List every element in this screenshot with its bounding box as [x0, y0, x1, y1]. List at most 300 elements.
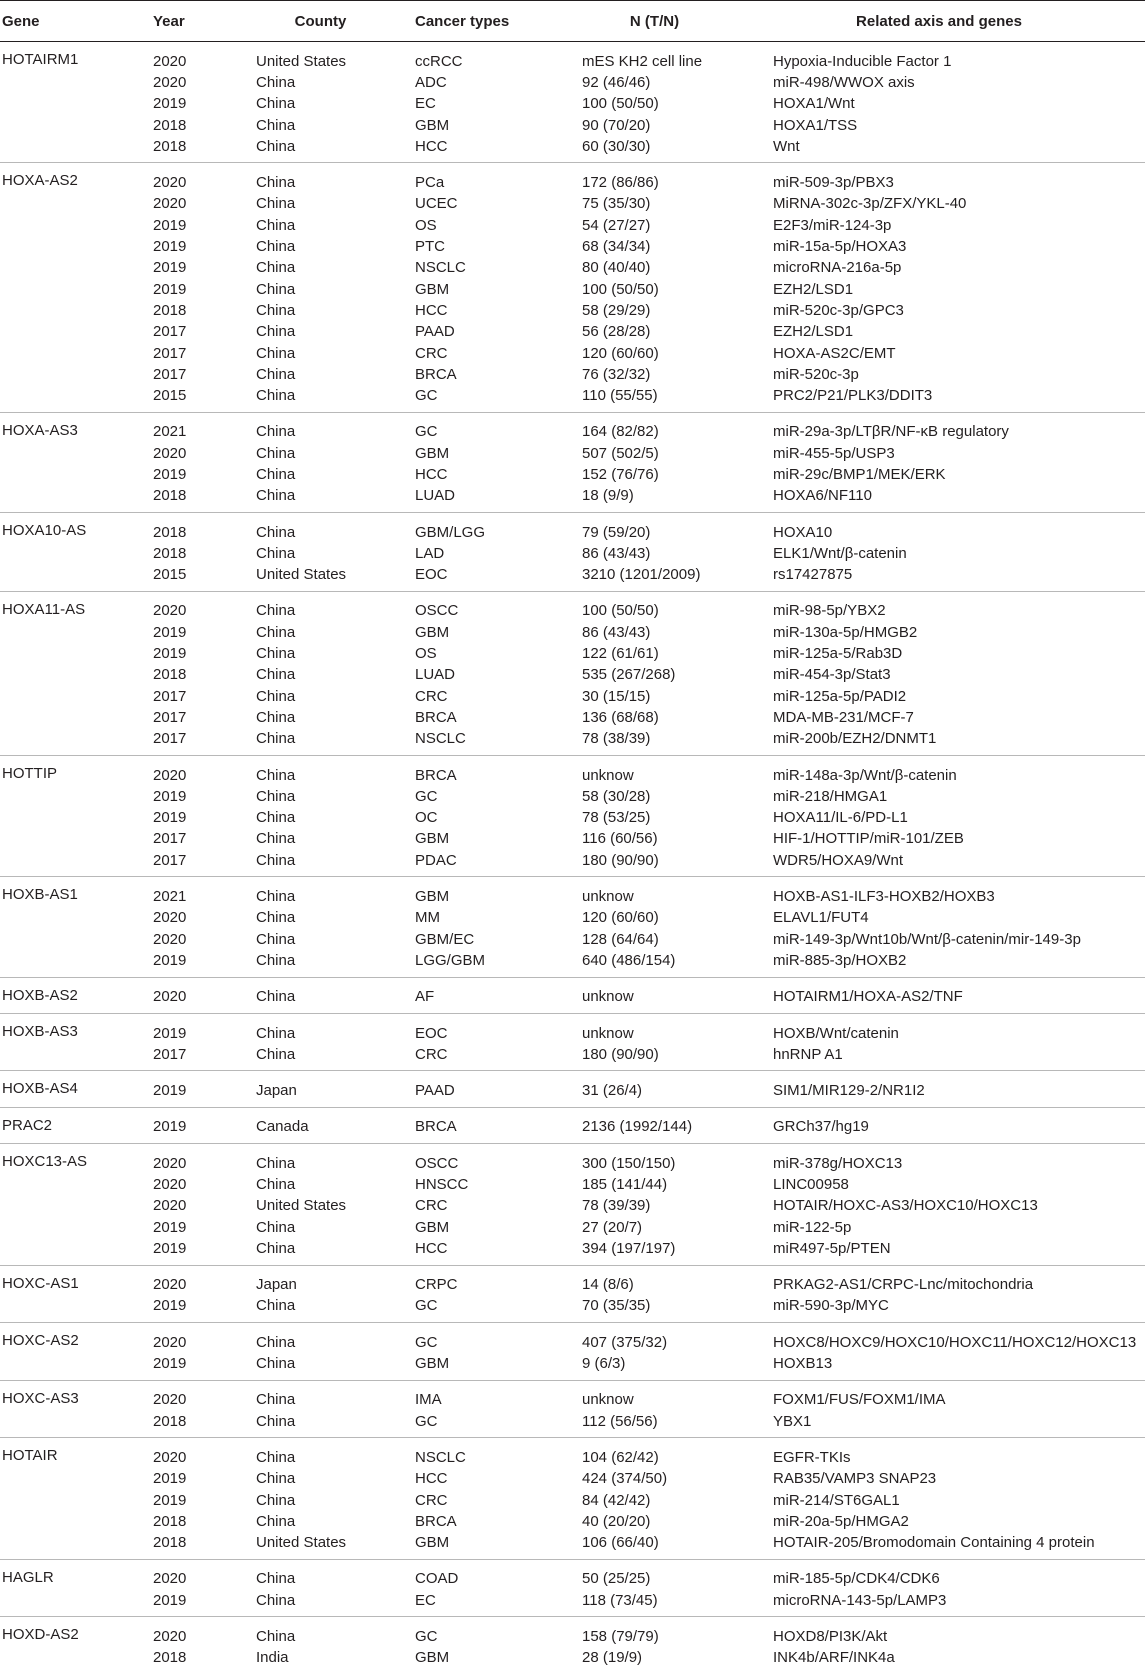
gene-cell [0, 850, 153, 877]
year-cell: 2017 [153, 687, 187, 705]
related-axis-cell: miR-455-5p/USP3 [773, 444, 895, 462]
cancer-type-cell: BRCA [415, 766, 457, 784]
table-row [0, 755, 1145, 786]
n-tn-cell: 70 (35/35) [582, 1297, 651, 1315]
gene-cell: HOXC-AS2 [2, 1332, 79, 1350]
n-tn-cell: 9 (6/3) [582, 1355, 626, 1373]
gene-cell [0, 464, 153, 485]
table-row [0, 829, 1145, 850]
cancer-type-cell: NSCLC [415, 1448, 466, 1466]
table-row [0, 1071, 1145, 1107]
n-tn-cell: 424 (374/50) [582, 1470, 668, 1488]
gene-cell [0, 279, 153, 300]
gene-cell [0, 786, 153, 807]
table-row [0, 1648, 1145, 1674]
county-cell: China [256, 465, 296, 483]
gene-cell [0, 543, 153, 564]
year-cell: 2018 [153, 137, 187, 155]
related-axis-cell: microRNA-143-5p/LAMP3 [773, 1591, 947, 1609]
year-cell: 2020 [153, 195, 187, 213]
n-tn-cell: 50 (25/25) [582, 1570, 651, 1588]
cancer-type-cell: GBM [415, 116, 450, 134]
county-cell: China [256, 787, 296, 805]
header-gene: Gene [0, 1, 153, 42]
related-axis-cell: LINC00958 [773, 1176, 849, 1193]
year-cell: 2018 [153, 544, 187, 562]
related-axis-cell: HOTAIR/HOXC-AS3/HOXC10/HOXC13 [773, 1197, 1038, 1215]
related-axis-cell: miR-20a-5p/HMGA2 [773, 1512, 909, 1530]
cancer-type-cell: EC [415, 95, 436, 113]
gene-group [0, 1107, 1145, 1143]
table-row [0, 643, 1145, 664]
table-row [0, 1411, 1145, 1438]
n-tn-cell: 86 (43/43) [582, 544, 651, 562]
year-cell: 2019 [153, 280, 187, 298]
gene-group [0, 591, 1145, 755]
year-cell: 2020 [153, 1628, 187, 1646]
gene-cell [0, 94, 153, 115]
gene-group [0, 1144, 1145, 1265]
n-tn-cell: 60 (30/30) [582, 137, 651, 155]
table-row [0, 1533, 1145, 1560]
related-axis-cell: RAB35/VAMP3 SNAP23 [773, 1470, 937, 1488]
gene-cell [0, 1353, 153, 1380]
n-tn-cell: 106 (66/40) [582, 1534, 659, 1552]
cancer-type-cell: LUAD [415, 666, 456, 684]
cancer-type-cell: CRC [415, 344, 448, 362]
gene-cell [0, 908, 153, 929]
related-axis-cell: miR-378g/HOXC13 [773, 1154, 903, 1172]
related-axis-cell: miR-149-3p/Wnt10b/Wnt/β-catenin/mir-149-3p [773, 930, 1081, 948]
n-tn-cell: unknow [582, 1391, 634, 1409]
county-cell: China [256, 730, 296, 748]
cancer-type-cell: NSCLC [415, 259, 466, 277]
county-cell: China [256, 487, 296, 505]
county-cell: China [256, 988, 296, 1006]
gene-cell: HOXB-AS2 [2, 986, 78, 1004]
gene-cell: HOXA10-AS [2, 521, 87, 539]
table-row [0, 215, 1145, 236]
n-tn-cell: 100 (50/50) [582, 280, 659, 298]
gene-cell [0, 1648, 153, 1674]
gene-cell [0, 1533, 153, 1560]
n-tn-cell: 535 (267/268) [582, 666, 676, 684]
n-tn-cell: unknow [582, 988, 634, 1006]
gene-cell [0, 929, 153, 950]
header-county: County [256, 1, 415, 42]
related-axis-cell: miR-125a-5p/PADI2 [773, 687, 907, 705]
gene-cell: HOXB-AS4 [2, 1080, 78, 1098]
gene-group [0, 1380, 1145, 1438]
table-row [0, 1217, 1145, 1238]
n-tn-cell: 2136 (1992/144) [582, 1118, 693, 1136]
related-axis-cell: MDA-MB-231/MCF-7 [773, 708, 914, 726]
county-cell: China [256, 1176, 296, 1193]
n-tn-cell: 92 (46/46) [582, 73, 651, 91]
county-cell: China [256, 238, 296, 256]
gene-cell [0, 1590, 153, 1617]
related-axis-cell: Wnt [773, 137, 800, 155]
year-cell: 2019 [153, 465, 187, 483]
year-cell: 2021 [153, 423, 187, 441]
county-cell: China [256, 280, 296, 298]
table-row [0, 1044, 1145, 1071]
cancer-type-cell: PTC [415, 238, 445, 256]
gene-group [0, 1323, 1145, 1381]
year-cell: 2015 [153, 387, 187, 405]
year-cell: 2019 [153, 1591, 187, 1609]
related-axis-cell: miR-29a-3p/LTβR/NF-κB regulatory [773, 423, 1009, 441]
county-cell: China [256, 1448, 296, 1466]
table-row [0, 115, 1145, 136]
table-row [0, 543, 1145, 564]
year-cell: 2020 [153, 930, 187, 948]
gene-cell [0, 385, 153, 412]
n-tn-cell: 180 (90/90) [582, 1045, 659, 1063]
county-cell: Japan [256, 1276, 297, 1294]
gene-cell [0, 486, 153, 513]
cancer-type-cell: HCC [415, 137, 448, 155]
county-cell: China [256, 1628, 296, 1646]
n-tn-cell: unknow [582, 1024, 634, 1042]
table-row [0, 1296, 1145, 1323]
table-row [0, 486, 1145, 513]
table-row [0, 194, 1145, 215]
n-tn-cell: 100 (50/50) [582, 95, 659, 113]
table-row [0, 1144, 1145, 1175]
gene-cell [0, 443, 153, 464]
n-tn-cell: 18 (9/9) [582, 487, 634, 505]
year-cell: 2015 [153, 566, 187, 584]
year-cell: 2020 [153, 1448, 187, 1466]
n-tn-cell: 76 (32/32) [582, 365, 651, 383]
county-cell: China [256, 323, 296, 341]
n-tn-cell: 112 (56/56) [582, 1412, 658, 1430]
table-row [0, 591, 1145, 622]
related-axis-cell: INK4b/ARF/INK4a [773, 1649, 895, 1667]
gene-cell [0, 729, 153, 756]
related-axis-cell: miR-122-5p [773, 1218, 852, 1236]
gene-cell: HOXA11-AS [2, 600, 86, 618]
gene-cell [0, 1511, 153, 1532]
table-row [0, 42, 1145, 73]
related-axis-cell: EZH2/LSD1 [773, 323, 854, 341]
gene-cell [0, 950, 153, 977]
gene-cell [0, 1174, 153, 1195]
county-cell: China [256, 365, 296, 383]
gene-cell: HOTTIP [2, 764, 57, 782]
related-axis-cell: miR497-5p/PTEN [773, 1239, 891, 1257]
gene-cell: HOXD-AS2 [2, 1626, 79, 1644]
related-axis-cell: HOTAIR-205/Bromodomain Containing 4 protein [773, 1534, 1095, 1552]
gene-group [0, 163, 1145, 412]
county-cell: China [256, 708, 296, 726]
related-axis-cell: HOXA10 [773, 523, 833, 541]
cancer-type-cell: OSCC [415, 1154, 459, 1172]
county-cell: China [256, 623, 296, 641]
gene-cell [0, 829, 153, 850]
year-cell: 2019 [153, 1024, 187, 1042]
cancer-type-cell: HCC [415, 1470, 448, 1488]
cancer-type-cell: HCC [415, 301, 448, 319]
table-row [0, 977, 1145, 1013]
county-cell: China [256, 523, 296, 541]
county-cell: China [256, 195, 296, 213]
county-cell: China [256, 301, 296, 319]
cancer-type-cell: LAD [415, 544, 445, 562]
table-row [0, 729, 1145, 756]
n-tn-cell: 86 (43/43) [582, 623, 651, 641]
n-tn-cell: 78 (39/39) [582, 1197, 651, 1215]
table-row [0, 665, 1145, 686]
cancer-type-cell: BRCA [415, 365, 457, 383]
year-cell: 2018 [153, 666, 187, 684]
county-cell: China [256, 666, 296, 684]
related-axis-cell: miR-218/HMGA1 [773, 787, 888, 805]
county-cell: China [256, 444, 296, 462]
county-cell: United States [256, 52, 347, 70]
gene-cell [0, 194, 153, 215]
gene-group [0, 412, 1145, 512]
year-cell: 2020 [153, 909, 187, 927]
year-cell: 2020 [153, 988, 187, 1006]
table-row [0, 72, 1145, 93]
cancer-type-cell: GBM/LGG [415, 523, 486, 541]
table-row [0, 236, 1145, 257]
n-tn-cell: unknow [582, 888, 634, 906]
cancer-type-cell: BRCA [415, 1512, 457, 1530]
related-axis-cell: YBX1 [773, 1412, 812, 1430]
related-axis-cell: miR-590-3p/MYC [773, 1297, 889, 1315]
table-row [0, 322, 1145, 343]
county-cell: China [256, 930, 296, 948]
gene-group [0, 42, 1145, 163]
related-axis-cell: hnRNP A1 [773, 1045, 843, 1063]
cancer-type-cell: GBM [415, 280, 450, 298]
year-cell: 2019 [153, 1355, 187, 1373]
year-cell: 2019 [153, 1082, 187, 1100]
cancer-type-cell: GC [415, 1333, 438, 1351]
gene-group [0, 1265, 1145, 1323]
county-cell: United States [256, 566, 347, 584]
county-cell: China [256, 1391, 296, 1409]
gene-group [0, 977, 1145, 1013]
year-cell: 2019 [153, 1470, 187, 1488]
n-tn-cell: 136 (68/68) [582, 708, 659, 726]
related-axis-cell: ELK1/Wnt/β-catenin [773, 544, 907, 562]
related-axis-cell: HOXA1/Wnt [773, 95, 855, 113]
gene-group [0, 1013, 1145, 1071]
table-row [0, 565, 1145, 592]
related-axis-cell: PRKAG2-AS1/CRPC-Lnc/mitochondria [773, 1276, 1034, 1294]
n-tn-cell: 120 (60/60) [582, 344, 659, 362]
county-cell: United States [256, 1534, 347, 1552]
header-row [0, 1, 1145, 42]
related-axis-cell: HOXA6/NF110 [773, 487, 872, 505]
cancer-type-cell: GBM [415, 830, 450, 848]
table-row [0, 1107, 1145, 1143]
year-cell: 2017 [153, 1045, 187, 1063]
n-tn-cell: 31 (26/4) [582, 1082, 643, 1100]
related-axis-cell: miR-520c-3p [773, 365, 859, 383]
gene-group [0, 1617, 1145, 1674]
gene-cell [0, 1411, 153, 1438]
cancer-type-cell: LGG/GBM [415, 951, 486, 969]
table-row [0, 877, 1145, 908]
gene-cell [0, 343, 153, 364]
cancer-type-cell: CRC [415, 1045, 448, 1063]
n-tn-cell: 3210 (1201/2009) [582, 566, 701, 584]
gene-cell: HOXC13-AS [2, 1153, 88, 1171]
table-row [0, 512, 1145, 543]
table-row [0, 1196, 1145, 1217]
cancer-type-cell: PDAC [415, 851, 457, 869]
gene-cell: HAGLR [2, 1568, 54, 1586]
related-axis-cell: PRC2/P21/PLK3/DDIT3 [773, 387, 933, 405]
table-row [0, 1559, 1145, 1590]
year-cell: 2020 [153, 73, 187, 91]
n-tn-cell: 78 (38/39) [582, 730, 651, 748]
county-cell: China [256, 137, 296, 155]
year-cell: 2019 [153, 95, 187, 113]
year-cell: 2018 [153, 487, 187, 505]
table-row [0, 300, 1145, 321]
county-cell: China [256, 1239, 296, 1257]
year-cell: 2019 [153, 1218, 187, 1236]
table-header [0, 1, 1145, 42]
header-related-axis: Related axis and genes [773, 1, 1145, 42]
related-axis-cell: FOXM1/FUS/FOXM1/IMA [773, 1391, 946, 1409]
year-cell: 2020 [153, 1333, 187, 1351]
county-cell: China [256, 259, 296, 277]
related-axis-cell: HOXD8/PI3K/Akt [773, 1628, 888, 1646]
gene-group [0, 1071, 1145, 1107]
gene-cell [0, 1490, 153, 1511]
cancer-type-cell: IMA [415, 1391, 442, 1409]
gene-cell [0, 686, 153, 707]
header-cancer-types: Cancer types [415, 1, 582, 42]
cancer-type-cell: GBM [415, 1534, 450, 1552]
gene-cell: HOXA-AS3 [2, 421, 78, 439]
cancer-type-cell: CRC [415, 1491, 448, 1509]
cancer-type-cell: COAD [415, 1570, 459, 1588]
year-cell: 2018 [153, 1412, 187, 1430]
n-tn-cell: 158 (79/79) [582, 1628, 659, 1646]
year-cell: 2017 [153, 344, 187, 362]
n-tn-cell: 128 (64/64) [582, 930, 659, 948]
related-axis-cell: miR-130a-5p/HMGB2 [773, 623, 918, 641]
gene-cell [0, 1296, 153, 1323]
related-axis-cell: miR-509-3p/PBX3 [773, 174, 894, 192]
year-cell: 2019 [153, 787, 187, 805]
county-cell: China [256, 687, 296, 705]
n-tn-cell: 75 (35/30) [582, 195, 651, 213]
year-cell: 2020 [153, 602, 187, 620]
year-cell: 2020 [153, 52, 187, 70]
table-row [0, 1238, 1145, 1265]
year-cell: 2017 [153, 708, 187, 726]
n-tn-cell: 54 (27/27) [582, 216, 651, 234]
related-axis-cell: miR-15a-5p/HOXA3 [773, 238, 907, 256]
county-cell: China [256, 544, 296, 562]
gene-cell: HOXB-AS1 [2, 886, 78, 904]
related-axis-cell: HOXC8/HOXC9/HOXC10/HOXC11/HOXC12/HOXC13 [773, 1333, 1137, 1351]
cancer-type-cell: GBM [415, 1218, 450, 1236]
related-axis-cell: HOXA-AS2C/EMT [773, 344, 896, 362]
cancer-type-cell: EOC [415, 1024, 448, 1042]
table-row [0, 1013, 1145, 1044]
year-cell: 2019 [153, 259, 187, 277]
related-axis-cell: miR-520c-3p/GPC3 [773, 301, 904, 319]
related-axis-cell: MiRNA-302c-3p/ZFX/YKL-40 [773, 195, 967, 213]
related-axis-cell: miR-200b/EZH2/DNMT1 [773, 730, 937, 748]
related-axis-cell: miR-454-3p/Stat3 [773, 666, 891, 684]
table-row [0, 364, 1145, 385]
n-tn-cell: 56 (28/28) [582, 323, 651, 341]
n-tn-cell: 152 (76/76) [582, 465, 659, 483]
cancer-type-cell: OC [415, 809, 438, 827]
n-tn-cell: unknow [582, 766, 634, 784]
related-axis-cell: HOXB-AS1-ILF3-HOXB2/HOXB3 [773, 888, 995, 906]
related-axis-cell: miR-498/WWOX axis [773, 73, 915, 91]
cancer-type-cell: BRCA [415, 1118, 457, 1136]
cancer-type-cell: BRCA [415, 708, 457, 726]
gene-cell [0, 322, 153, 343]
gene-group [0, 877, 1145, 977]
county-cell: China [256, 73, 296, 91]
gene-cell [0, 707, 153, 728]
related-axis-cell: GRCh37/hg19 [773, 1118, 869, 1136]
county-cell: China [256, 344, 296, 362]
cancer-type-cell: ADC [415, 73, 447, 91]
county-cell: China [256, 1154, 296, 1172]
n-tn-cell: 110 (55/55) [582, 387, 658, 405]
county-cell: China [256, 1470, 296, 1488]
gene-cell: HOTAIRM1 [2, 51, 79, 68]
gene-cell [0, 643, 153, 664]
n-tn-cell: 164 (82/82) [582, 423, 659, 441]
cancer-type-cell: OS [415, 216, 437, 234]
table-row [0, 1438, 1145, 1469]
county-cell: China [256, 1412, 296, 1430]
table-row [0, 850, 1145, 877]
year-cell: 2017 [153, 323, 187, 341]
table-row [0, 343, 1145, 364]
gene-cell: HOXC-AS1 [2, 1274, 79, 1292]
related-axis-cell: HOXA1/TSS [773, 116, 858, 134]
header-year: Year [153, 1, 256, 42]
table-row [0, 1380, 1145, 1411]
year-cell: 2020 [153, 766, 187, 784]
county-cell: China [256, 1512, 296, 1530]
year-cell: 2020 [153, 444, 187, 462]
related-axis-cell: miR-185-5p/CDK4/CDK6 [773, 1570, 940, 1588]
year-cell: 2019 [153, 1491, 187, 1509]
gene-cell [0, 115, 153, 136]
cancer-type-cell: GBM [415, 1649, 450, 1667]
gene-cell: HOXC-AS3 [2, 1389, 79, 1407]
gene-cell: HOXA-AS2 [2, 172, 78, 190]
cancer-type-cell: CRPC [415, 1276, 458, 1294]
table-row [0, 1323, 1145, 1354]
county-cell: China [256, 95, 296, 113]
table-row [0, 929, 1145, 950]
gene-cell [0, 1044, 153, 1071]
county-cell: United States [256, 1197, 347, 1215]
related-axis-cell: microRNA-216a-5p [773, 259, 902, 277]
cancer-type-cell: GC [415, 787, 438, 805]
table-row [0, 707, 1145, 728]
